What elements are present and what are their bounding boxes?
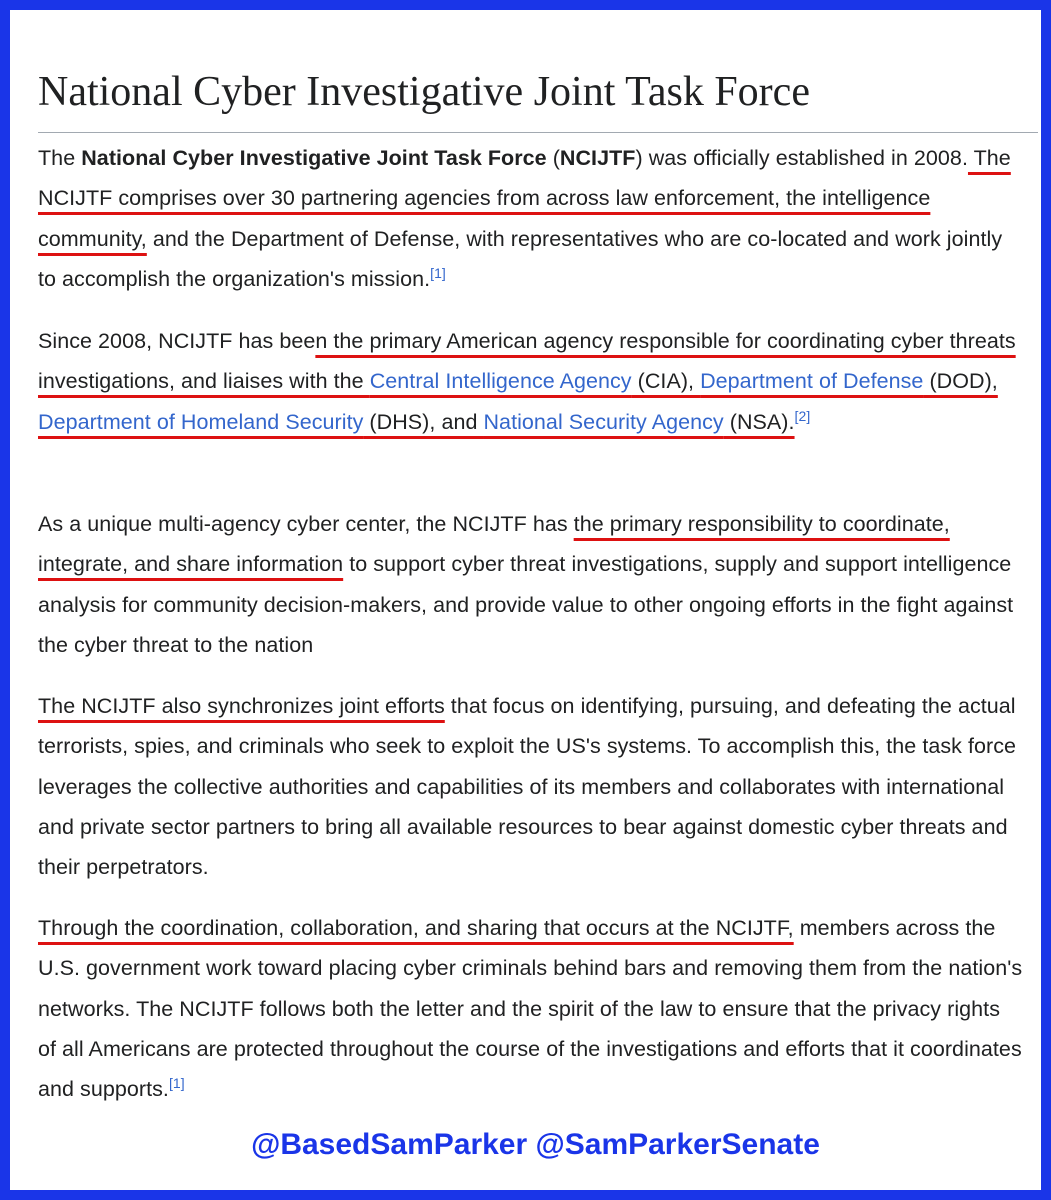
page-title: National Cyber Investigative Joint Task Force [38,62,1038,133]
p1-rest: and the Department of Defense, with representatives who are co-located and work jointly to accomplish the organization's mission. [38,226,1003,291]
p1-bold-abbr: NCIJTF [559,146,636,170]
p1-mid: ( [546,146,560,170]
paragraph-5 [38,908,1023,1109]
p5-rest: members across the U.S. government work toward placing cyber criminals behind bars and removing them from the nation's networks. The NCIJTF follows both the letter and the spirit of the law to ensure that the privacy rights of all Americans are protected throughout the course of the investigations and efforts that it coordinates and supports. [38,916,1023,1102]
article-section [38,62,1038,1102]
p1-after-abbr: ) was officially established in 2008. [635,146,968,170]
link-department-of-defense[interactable]: Department of Defense [700,369,924,394]
paragraph-4 [38,686,1038,887]
p5-red-underline: Through the coordination, collaboration, and sharing that occurs at the NCIJTF, [38,916,794,940]
link-department-of-homeland-security[interactable]: Department of Homeland Security [38,409,364,434]
p1-intro: The [38,146,82,170]
p1-bold-name: National Cyber Investigative Joint Task Force [81,146,547,170]
citation-link-2[interactable]: [2] [794,407,811,424]
p4-rest: that focus on identifying, pursuing, and defeating the actual terrorists, spies, and criminals who seek to exploit the US's systems. To accomplish this, the task force leverages the collective authorities and capabilities of its members and collaborates with international and private sector partners to bring all available resources to bear against domestic cyber threats and their perpetrators. [38,694,1017,880]
p3-red-underline: the primary responsibility to coordinate, integrate, and share information [38,512,950,577]
p4-red-underline: The NCIJTF also synchronizes joint efforts [38,694,445,718]
p2-start: Since 2008, NCIJTF has bee [38,329,316,353]
paragraph-1 [38,138,1023,299]
p2-dod-abbr: (DOD), [923,369,998,394]
link-central-intelligence-agency[interactable]: Central Intelligence Agency [369,369,632,394]
citation-link-1[interactable]: [1] [430,264,446,281]
p1-red-underline: The NCIJTF comprises over 30 partnering agencies from across law enforcement, the intelligence community, [38,146,1011,251]
link-national-security-agency[interactable]: National Security Agency [483,409,724,434]
paragraph-2 [38,321,1043,442]
p2-highlight: n the primary American agency responsible for coordinating cyber threats investigations, and liaises with the [38,329,1016,394]
paragraph-3 [38,504,1038,665]
p2-nsa-abbr: (NSA). [723,409,795,434]
citation-link-3[interactable]: [1] [168,1075,185,1092]
p3-start: As a unique multi-agency cyber center, the NCIJTF has [38,512,574,536]
p3-rest: to support cyber threat investigations, supply and support intelligence analysis for community decision-makers, and provide value to other ongoing efforts in the fight against the cyber threat to the nation [38,552,1014,657]
p2-dhs-abbr: (DHS), and [363,409,484,434]
p2-cia-abbr: (CIA), [631,369,701,394]
social-handles: @BasedSamParker @SamParkerSenate [251,1128,820,1161]
